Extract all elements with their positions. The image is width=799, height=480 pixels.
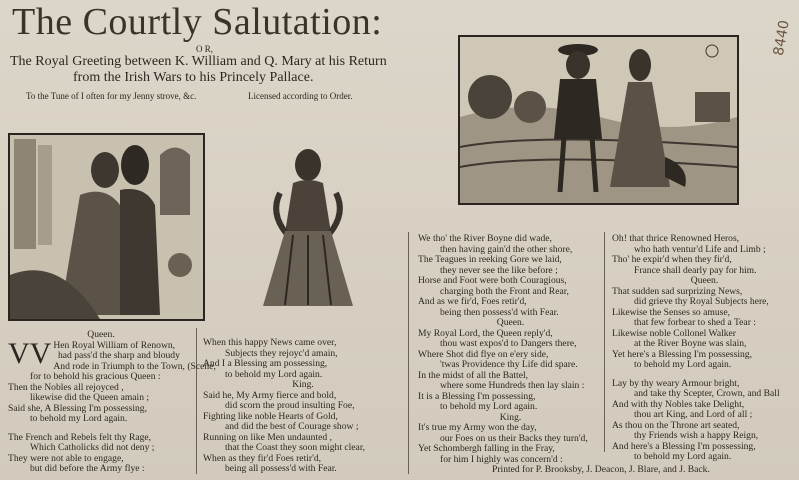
verse-column-1 [8, 329, 216, 475]
verse-line: and take thy Scepter, Crown, and Ball [634, 388, 780, 399]
verse-line: France shall dearly pay for him. [634, 264, 757, 276]
verse-line: thou art King, and Lord of all ; [634, 409, 753, 420]
verse-line: 'twas Providence thy Life did spare. [440, 359, 578, 370]
subtitle-line-2: from the Irish Wars to his Princely Pallace. [73, 70, 314, 85]
verse-line: Running on like Men undaunted , [203, 431, 332, 443]
verse-line: And here's a Blessing I'm possessing, [612, 440, 756, 452]
verse-line: Horse and Foot were both Couragious, [418, 275, 567, 286]
verse-line: to behold my Lord again. [225, 368, 323, 380]
verse-line: did grieve thy Royal Subjects here, [634, 296, 769, 307]
woodcut-couple-cherub [8, 133, 205, 321]
verse-line: As thou on the Throne art seated, [612, 419, 740, 431]
verse-line: to behold my Lord again. [634, 451, 732, 462]
verse-line: Subjects they rejoyc'd amain, [225, 347, 338, 359]
verse-line: And I a Blessing am possessing, [203, 358, 328, 369]
verse-line-text: Hen Royal William of Renown, [53, 339, 176, 351]
verse-column-4 [612, 234, 797, 463]
verse-line: to behold my Lord again. [634, 359, 732, 370]
license-note: Licensed according to Order. [248, 91, 353, 101]
printer-imprint: Printed for P. Brooksby, J. Deacon, J. Blare, and J. Back. [492, 464, 710, 475]
verse-line: That sudden sad surprizing News, [612, 285, 743, 297]
verse-line: Oh! that thrice Renowned Heros, [612, 233, 740, 244]
verse-line: Then the Nobles all rejoyced , [8, 381, 124, 393]
woodcut-king-queen-illustration [460, 37, 737, 203]
verse-column-3 [418, 234, 603, 465]
verse-line: to behold my Lord again. [30, 413, 128, 424]
verse-line: The French and Rebels felt thy Rage, [8, 431, 152, 443]
verse-line: at the River Boyne was slain, [634, 338, 747, 349]
verse-line: being then possess'd with Fear. [440, 306, 559, 318]
verse-line: had pass'd the sharp and bloudy [58, 350, 180, 361]
verse-line: Said he, My Army fierce and bold, [203, 389, 337, 401]
verse-line: And rode in Triumph to the Town, (Scene, [53, 360, 216, 372]
verse-line: The Teagues in reeking Gore we laid, [418, 254, 562, 265]
verse-line: When as they fir'd Foes retir'd, [203, 452, 322, 464]
verse-line: Likewise the Senses so amuse, [612, 306, 731, 318]
verse-line: and did the best of Courage show ; [225, 421, 359, 432]
verse-line: our Foes on us their Backs they turn'd, [440, 432, 588, 444]
column-rule [408, 232, 409, 474]
woodcut-lady-illustration [258, 143, 358, 313]
verse-line: but did before the Army flye : [30, 463, 145, 474]
verse-line: Where Shot did flye on e'ery side, [418, 348, 549, 360]
verse-line: that the Coast they soon might clear, [225, 442, 366, 453]
woodcut-couple-illustration [10, 135, 203, 319]
verse-line: Fighting like noble Hearts of Gold, [203, 410, 338, 422]
column-rule [604, 232, 605, 452]
drop-capital: VV [8, 336, 52, 370]
verse-line: who hath ventur'd Life and Limb ; [634, 243, 766, 255]
verse-line: to behold my Lord again. [440, 401, 538, 412]
verse-line: Tho' he expir'd when they fir'd, [612, 254, 732, 265]
title-or: O R, [196, 44, 214, 54]
verse-line: then having gain'd the other shore, [440, 243, 573, 255]
speaker-label: Queen. [87, 329, 115, 340]
verse-line: for him I highly was concern'd : [440, 453, 563, 465]
verse-line: In the midst of all the Battel, [418, 369, 529, 381]
verse-line: likewise did the Queen amain ; [30, 392, 150, 403]
column-rule [196, 328, 197, 474]
speaker-label: Queen. [690, 275, 719, 286]
verse-line: We tho' the River Boyne did wade, [418, 233, 552, 244]
verse-line: Which Catholicks did not deny ; [30, 442, 155, 453]
verse-line: that few forbear to shed a Tear : [634, 317, 756, 328]
verse-line: they never see the like before ; [440, 264, 558, 276]
woodcut-king-queen [458, 35, 739, 205]
verse-column-2 [203, 338, 403, 475]
verse-line: charging both the Front and Rear, [440, 285, 569, 297]
handwritten-shelfmark: 8440 [770, 19, 793, 57]
verse-line: for to behold his gracious Queen : [30, 371, 161, 382]
verse-line: Said she, A Blessing I'm possessing, [8, 402, 147, 414]
verse-line: thou wast expos'd to Dangers there, [440, 338, 577, 349]
verse-line: Likewise noble Collonel Walker [612, 327, 737, 339]
speaker-label: Queen. [496, 317, 525, 328]
verse-line: did scorn the proud insulting Foe, [225, 400, 355, 411]
verse-line: It is a Blessing I'm possessing, [418, 390, 536, 402]
tune-note: To the Tune of I often for my Jenny strove, &c. [26, 91, 197, 101]
verse-line: Yet Schombergh falling in the Fray, [418, 443, 555, 454]
speaker-label: King. [499, 411, 522, 423]
verse-line: Lay by thy weary Armour bright, [612, 377, 740, 389]
verse-line: It's true my Army won the day, [418, 422, 537, 433]
speaker-label: King. [292, 379, 314, 390]
ballad-title: The Courtly Salutation: [12, 1, 383, 43]
verse-line: being all possess'd with Fear. [225, 463, 337, 474]
verse-line: When this happy News came over, [203, 337, 337, 348]
verse-line: And as we fir'd, Foes retir'd, [418, 296, 527, 307]
verse-line: They were not able to engage, [8, 452, 124, 464]
verse-line: Yet here's a Blessing I'm possessing, [612, 348, 752, 360]
verse-line: My Royal Lord, the Queen reply'd, [418, 327, 553, 339]
verse-line: where some Hundreds then lay slain : [440, 380, 585, 391]
verse-line: And with thy Nobles take Delight, [612, 398, 745, 410]
woodcut-lady [258, 143, 358, 313]
subtitle-line-1: The Royal Greeting between K. William and Q. Mary at his Return [10, 54, 387, 69]
verse-line: thy Friends wish a happy Reign, [634, 430, 759, 441]
